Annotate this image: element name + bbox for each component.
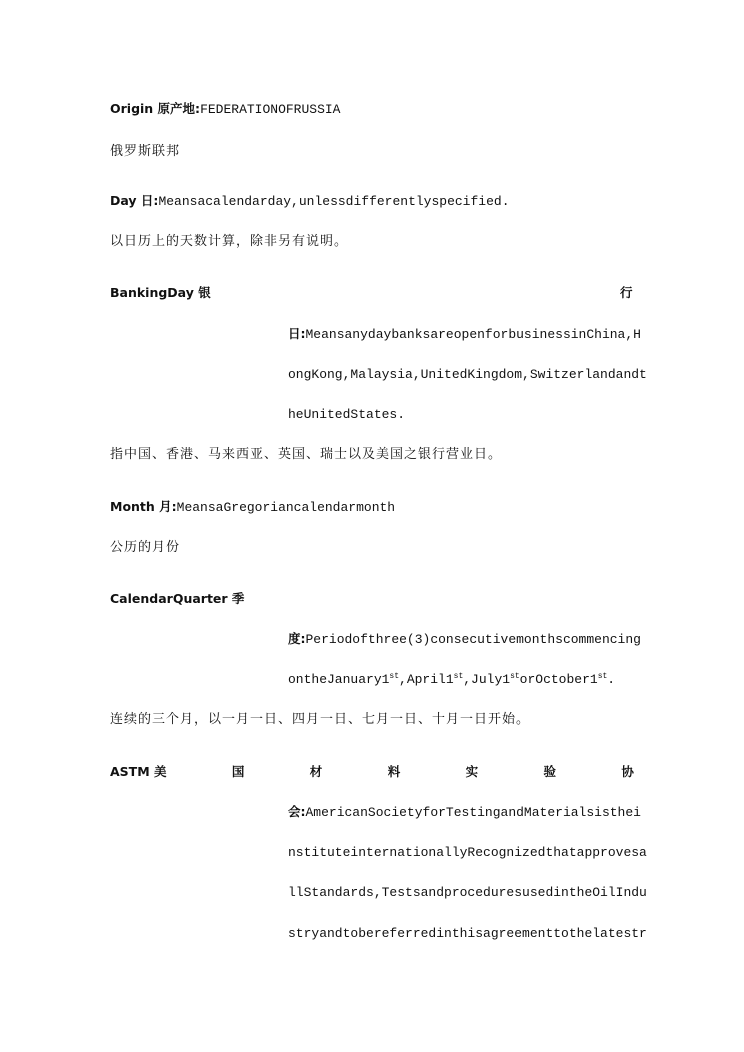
banking-day-definition-1: MeansanydaybanksareopenforbusinessinChina,H [305,327,641,342]
cq-part-january: ontheJanuary1 [288,672,390,687]
cq-part-april: ,April1 [399,672,454,687]
day-definition: Meansacalendarday,unlessdifferentlyspecified. [158,194,510,209]
origin-translation: 俄罗斯联邦 [110,144,181,159]
astm-def-line-1 [288,804,641,821]
calendar-quarter-definition-2 [288,672,615,688]
astm-term-part-1: ASTM 美 [110,764,167,779]
cq-part-period: . [607,672,616,687]
day-entry [110,193,510,210]
banking-day-term-tail: 行 [620,285,633,300]
calendar-quarter-def-line-1 [288,631,641,648]
cq-part-july: ,July1 [463,672,511,687]
origin-term: Origin 原产地: [110,101,201,116]
origin-definition: FEDERATIONOFRUSSIA [200,102,341,117]
astm-definition-2: nstituteinternationallyRecognizedthatapprovesa [288,845,647,860]
month-definition: MeansaGregoriancalendarmonth [176,500,396,515]
cq-sup-2: st [453,672,464,681]
calendar-quarter-definition-1: Periodofthree(3)consecutivemonthscommencing [305,632,641,647]
month-entry [110,499,395,516]
month-term: Month 月: [110,499,177,514]
astm-term-part-4: 料 [387,764,401,779]
astm-term-part-7: 协 [621,764,634,779]
banking-day-term: BankingDay 银 [110,285,211,300]
month-translation: 公历的月份 [110,540,181,555]
day-term: Day 日: [110,193,159,208]
cq-sup-4: st [597,672,608,681]
cq-part-october: orOctober1 [519,672,598,687]
banking-day-def-line-1 [288,326,641,343]
astm-definition-4: stryandtobereferredinthisagreementtothelatestr [288,926,647,941]
astm-term-part-6: 验 [543,764,557,779]
calendar-quarter-term-cont: 度: [288,631,306,646]
astm-definition-1: AmericanSocietyforTestingandMaterialsisthei [305,805,641,820]
astm-term [110,764,634,780]
day-translation: 以日历上的天数计算，除非另有说明。 [110,234,349,249]
origin-entry [110,101,341,118]
calendar-quarter-term: CalendarQuarter 季 [110,591,245,606]
astm-term-part-5: 实 [465,764,479,779]
banking-day-definition-2: ongKong,Malaysia,UnitedKingdom,Switzerlandandt [288,367,647,382]
banking-day-definition-3: heUnitedStates. [288,407,406,422]
banking-day-term-cont: 日: [288,326,306,341]
calendar-quarter-translation: 连续的三个月，以一月一日、四月一日、七月一日、十月一日开始。 [110,712,531,727]
cq-sup-3: st [510,672,520,681]
banking-day-translation: 指中国、香港、马来西亚、英国、瑞士以及美国之银行营业日。 [110,447,503,462]
cq-sup-1: st [389,672,400,681]
astm-definition-3: llStandards,TestsandproceduresusedintheOilIndu [288,885,647,900]
astm-term-cont: 会: [288,804,306,819]
astm-term-part-3: 材 [309,764,323,779]
astm-term-part-2: 国 [231,764,245,779]
